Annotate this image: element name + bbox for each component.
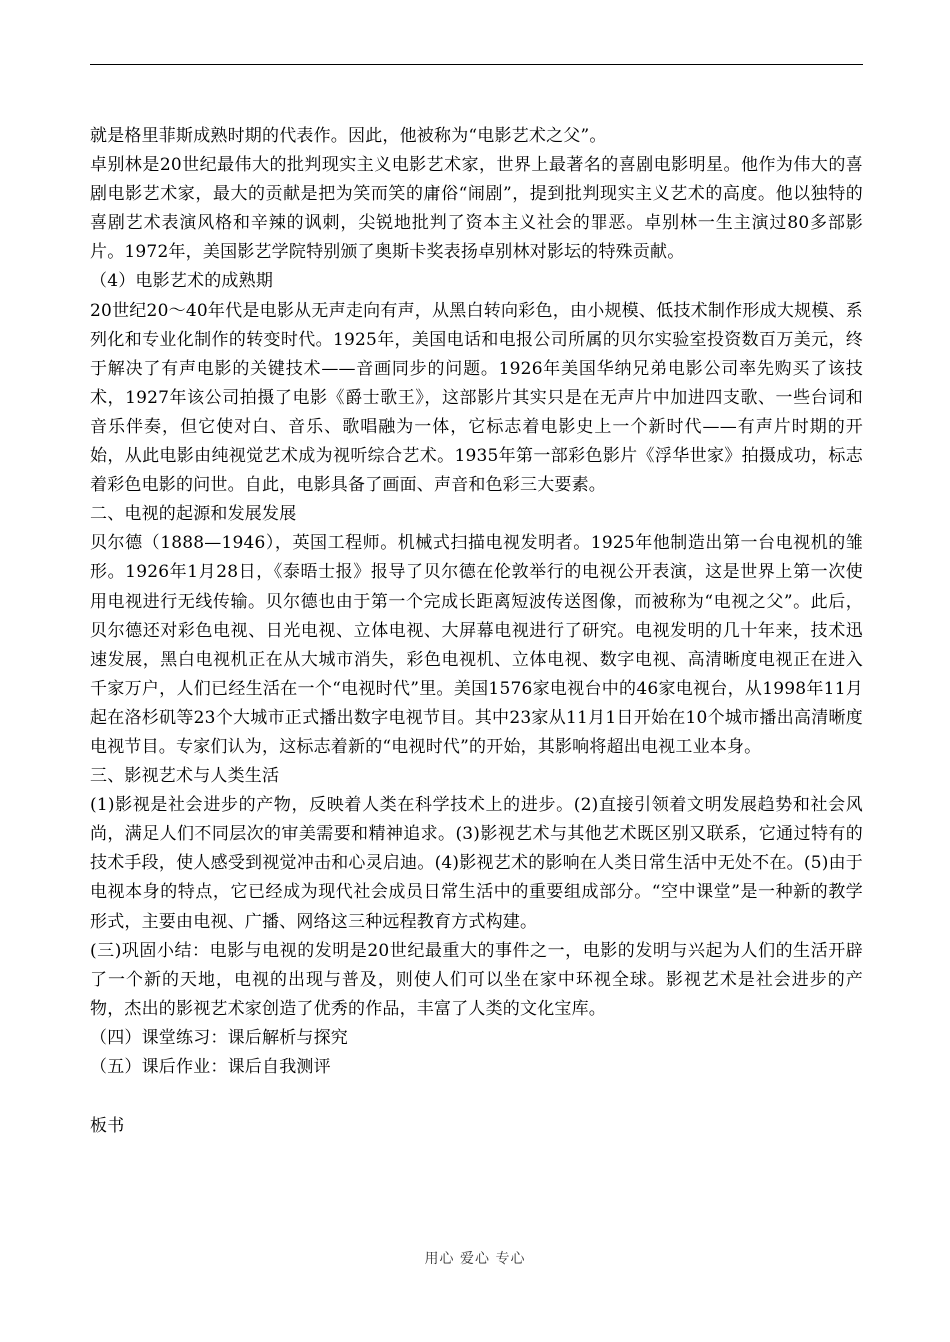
heading-tv-origin: 二、电视的起源和发展发展 — [90, 504, 297, 525]
paragraph-baird: 贝尔德（1888—1946），英国工程师。机械式扫描电视发明者。1925年他制造出第一台电视机的雏形。1926年1月28日，《泰晤士报》报导了贝尔德在伦敦举行的电视公开表演，这是世界上第一次使用电视进行无线传输。贝尔德也由于第一个完成长距离短波传送图像，而被称为“电视之父”。此后，贝尔德还对彩色电视、日光电视、立体电视、大屏幕电视进行了研究。电视发明的几十年来，技术迅速发展，黑白电视机正在从大城市消失，彩色电视机、立体电视、数字电视、高清晰度电视正在进入千家万户，人们已经生活在一个“电视时代”里。美国1576家电视台中的46家电视台，从1998年11月起在洛杉矶等23个大城市正式播出数字电视节目。其中23家从11月1日开始在10个城市播出高清晰度电视节目。专家们认为，这标志着新的“电视时代”的开始，其影响将超出电视工业本身。 — [90, 533, 863, 757]
heading-film-tv-life: 三、影视艺术与人类生活 — [90, 766, 280, 787]
paragraph-chaplin: 卓别林是20世纪最伟大的批判现实主义电影艺术家，世界上最著名的喜剧电影明星。他作为伟大的喜剧电影艺术家，最大的贡献是把为笑而笑的庸俗“闹剧”，提到批判现实主义艺术的高度。他以独特的喜剧艺术表演风格和辛辣的讽刺，尖锐地批判了资本主义社会的罪恶。卓别林一生主演过80多部影片。1972年，美国影艺学院特别颁了奥斯卡奖表扬卓别林对影坛的特殊贡献。 — [90, 155, 863, 263]
page-footer: 用心 爱心 专心 — [424, 1251, 526, 1267]
board-label: 板书 — [90, 1116, 125, 1137]
paragraph-summary: (三)巩固小结：电影与电视的发明是20世纪最重大的事件之一，电影的发明与兴起为人们的生活开辟了一个新的天地，电视的出现与普及，则使人们可以坐在家中环视全球。影视艺术是社会进步的产物，杰出的影视艺术家创造了优秀的作品，丰富了人类的文化宝库。 — [90, 940, 863, 1019]
heading-film-maturity: （4）电影艺术的成熟期 — [90, 271, 274, 292]
paragraph-sound-color-film: 20世纪20～40年代是电影从无声走向有声，从黑白转向彩色，由小规模、低技术制作形成大规模、系列化和专业化制作的转变时代。1925年，美国电话和电报公司所属的贝尔实验室投资数百万美元，终于解决了有声电影的关键技术——音画同步的问题。1926年美国华纳兄弟电影公司率先购买了该技术，1927年该公司拍摄了电影《爵士歌王》，这部影片其实只是在无声片中加进四支歌、一些台词和音乐伴奏，但它使对白、音乐、歌唱融为一体，它标志着电影史上一个新时代——有声片时期的开始，从此电影由纯视觉艺术成为视听综合艺术。1935年第一部彩色影片《浮华世家》拍摄成功，标志着彩色电影的问世。自此，电影具备了画面、声音和色彩三大要素。 — [90, 300, 863, 496]
document-body — [90, 122, 863, 1141]
paragraph-film-tv-points: (1)影视是社会进步的产物，反映着人类在科学技术上的进步。(2)直接引领着文明发展趋势和社会风尚，满足人们不同层次的审美需要和精神追求。(3)影视艺术与其他艺术既区别又联系，它通过特有的技术手段，使人感受到视觉冲击和心灵启迪。(4)影视艺术的影响在人类日常生活中无处不在。(5)由于电视本身的特点，它已经成为现代社会成员日常生活中的重要组成部分。“空中课堂”是一种新的教学形式，主要由电视、广播、网络这三种远程教育方式构建。 — [90, 795, 863, 932]
paragraph-classroom-practice: （四）课堂练习：课后解析与探究 — [90, 1027, 348, 1048]
paragraph-griffith: 就是格里菲斯成熟时期的代表作。因此，他被称为“电影艺术之父”。 — [90, 126, 607, 146]
header-rule — [90, 64, 863, 65]
paragraph-homework: （五）课后作业：课后自我测评 — [90, 1057, 331, 1077]
